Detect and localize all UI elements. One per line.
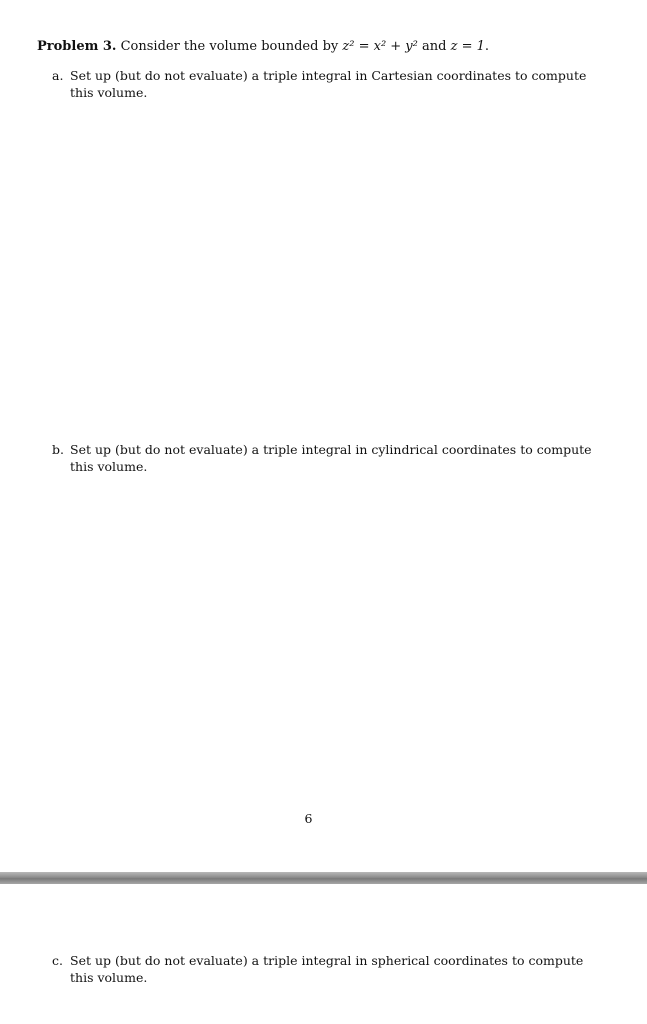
problem-terminator: . <box>484 39 490 54</box>
problem-statement <box>37 38 617 56</box>
part-c-text: Set up (but do not evaluate) a triple integral in spherical coordinates to compute this volume. <box>70 953 584 985</box>
page-separator <box>0 872 647 884</box>
problem-label: Problem 3. <box>37 39 117 54</box>
part-b-letter: b. <box>52 442 64 457</box>
part-a-text: Set up (but do not evaluate) a triple integral in Cartesian coordinates to compute this volume. <box>70 68 587 100</box>
part-c <box>52 952 597 986</box>
part-a-letter: a. <box>52 68 64 83</box>
equation-cone: z² = x² + y² <box>342 39 418 54</box>
problem-connector: and <box>422 39 447 54</box>
part-b <box>52 441 597 475</box>
problem-intro: Consider the volume bounded by <box>120 39 339 54</box>
part-a <box>52 67 597 101</box>
document-page-7 <box>0 884 647 1024</box>
equation-plane: z = 1 <box>450 39 485 54</box>
part-b-text: Set up (but do not evaluate) a triple integral in cylindrical coordinates to compute this volume. <box>70 442 592 474</box>
part-c-letter: c. <box>52 953 63 968</box>
page-number: 6 <box>304 811 313 826</box>
